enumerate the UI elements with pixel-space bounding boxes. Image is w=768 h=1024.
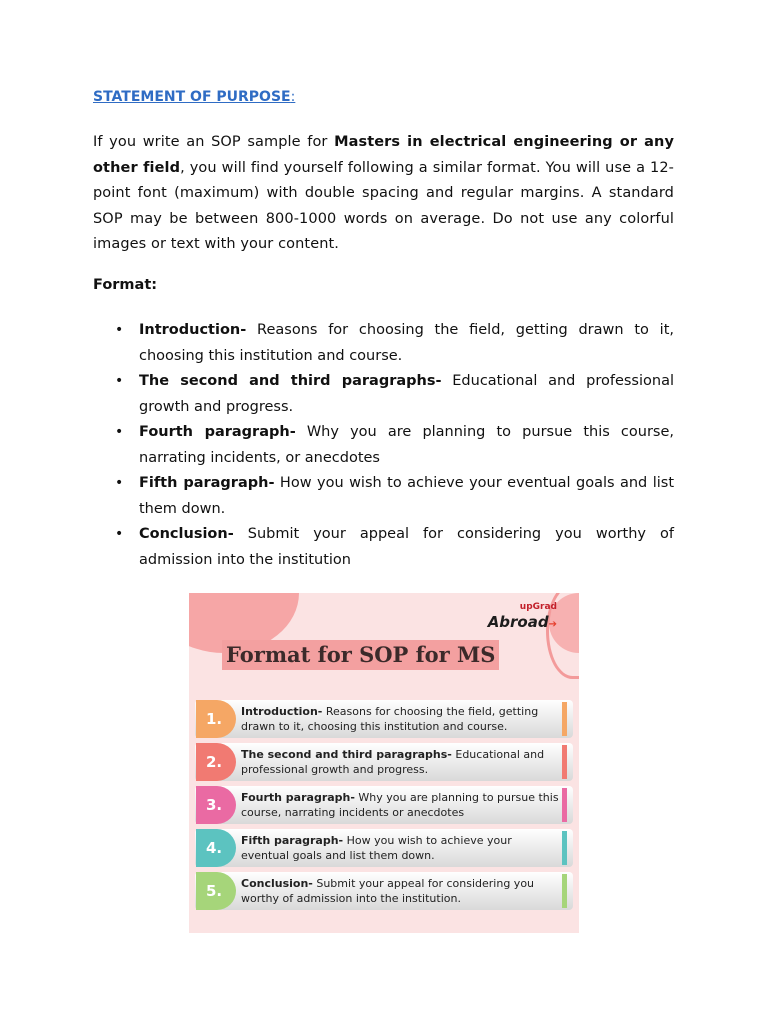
point-text: Educational and professional growth and progress. xyxy=(139,373,674,415)
infographic-card xyxy=(195,872,573,910)
bullet-icon: • xyxy=(115,322,124,338)
page-heading xyxy=(93,89,295,105)
infographic-title: Format for SOP for MS xyxy=(222,640,499,670)
logo-small-text: upGrad xyxy=(519,602,557,612)
bullet-icon: • xyxy=(115,373,124,389)
format-list xyxy=(93,318,674,573)
point-title: Fifth paragraph- xyxy=(139,475,275,491)
card-body: Educational and professional growth and progress. xyxy=(241,748,545,776)
card-stripe xyxy=(562,702,567,736)
card-number: 4. xyxy=(196,829,236,867)
list-item xyxy=(93,318,674,369)
card-title: Fifth paragraph- xyxy=(241,834,344,847)
card-title: Introduction- xyxy=(241,705,323,718)
card-stripe xyxy=(562,745,567,779)
card-body: Reasons for choosing the field, getting drawn to it, choosing this institution and course. xyxy=(241,705,539,733)
heading-text: STATEMENT OF PURPOSE xyxy=(93,89,291,105)
infographic-card xyxy=(195,786,573,824)
infographic-card xyxy=(195,700,573,738)
card-number: 2. xyxy=(196,743,236,781)
card-text xyxy=(241,876,559,906)
intro-paragraph xyxy=(93,130,674,258)
infographic-card xyxy=(195,743,573,781)
sop-infographic xyxy=(189,593,579,933)
intro-part2: , you will find yourself following a similar format. You will use a 12-point font (maximum) with double spacing and regular margins. A standard SOP may be between 800-1000 words on average. Do not use any colorful images or text with your content. xyxy=(93,159,675,252)
card-title: Conclusion- xyxy=(241,877,313,890)
card-text xyxy=(241,833,559,863)
card-number: 1. xyxy=(196,700,236,738)
card-stripe xyxy=(562,788,567,822)
point-title: Conclusion- xyxy=(139,526,234,542)
bullet-icon: • xyxy=(115,526,124,542)
list-item xyxy=(93,420,674,471)
list-item xyxy=(93,369,674,420)
point-text: How you wish to achieve your eventual goals and list them down. xyxy=(139,475,675,517)
logo-big-text: Abroad xyxy=(487,613,549,631)
point-text: Why you are planning to pursue this course, narrating incidents, or anecdotes xyxy=(139,424,674,466)
card-text xyxy=(241,704,559,734)
point-title: Introduction- xyxy=(139,322,247,338)
card-title: The second and third paragraphs- xyxy=(241,748,452,761)
point-text: Reasons for choosing the field, getting drawn to it, choosing this institution and course. xyxy=(139,322,674,364)
intro-part1: If you write an SOP sample for xyxy=(93,134,335,150)
list-item xyxy=(93,522,674,573)
card-stripe xyxy=(562,831,567,865)
bullet-icon: • xyxy=(115,424,124,440)
upgrad-abroad-logo xyxy=(488,602,557,631)
card-text xyxy=(241,790,559,820)
plane-icon: ➔ xyxy=(548,619,557,630)
card-body: How you wish to achieve your eventual goals and list them down. xyxy=(241,834,512,862)
card-number: 3. xyxy=(196,786,236,824)
bullet-icon: • xyxy=(115,475,124,491)
point-title: Fourth paragraph- xyxy=(139,424,296,440)
point-text: Submit your appeal for considering you worthy of admission into the institution xyxy=(139,526,674,568)
point-title: The second and third paragraphs- xyxy=(139,373,442,389)
infographic-cards xyxy=(195,700,573,915)
card-title: Fourth paragraph- xyxy=(241,791,355,804)
intro-bold: Masters in electrical engineering or any other field xyxy=(93,134,674,176)
list-item xyxy=(93,471,674,522)
heading-colon: : xyxy=(290,89,296,105)
card-body: Why you are planning to pursue this course, narrating incidents or anecdotes xyxy=(241,791,559,819)
infographic-card xyxy=(195,829,573,867)
card-number: 5. xyxy=(196,872,236,910)
card-body: Submit your appeal for considering you worthy of admission into the institution. xyxy=(241,877,535,905)
format-label: Format: xyxy=(93,277,158,293)
card-text xyxy=(241,747,559,777)
card-stripe xyxy=(562,874,567,908)
